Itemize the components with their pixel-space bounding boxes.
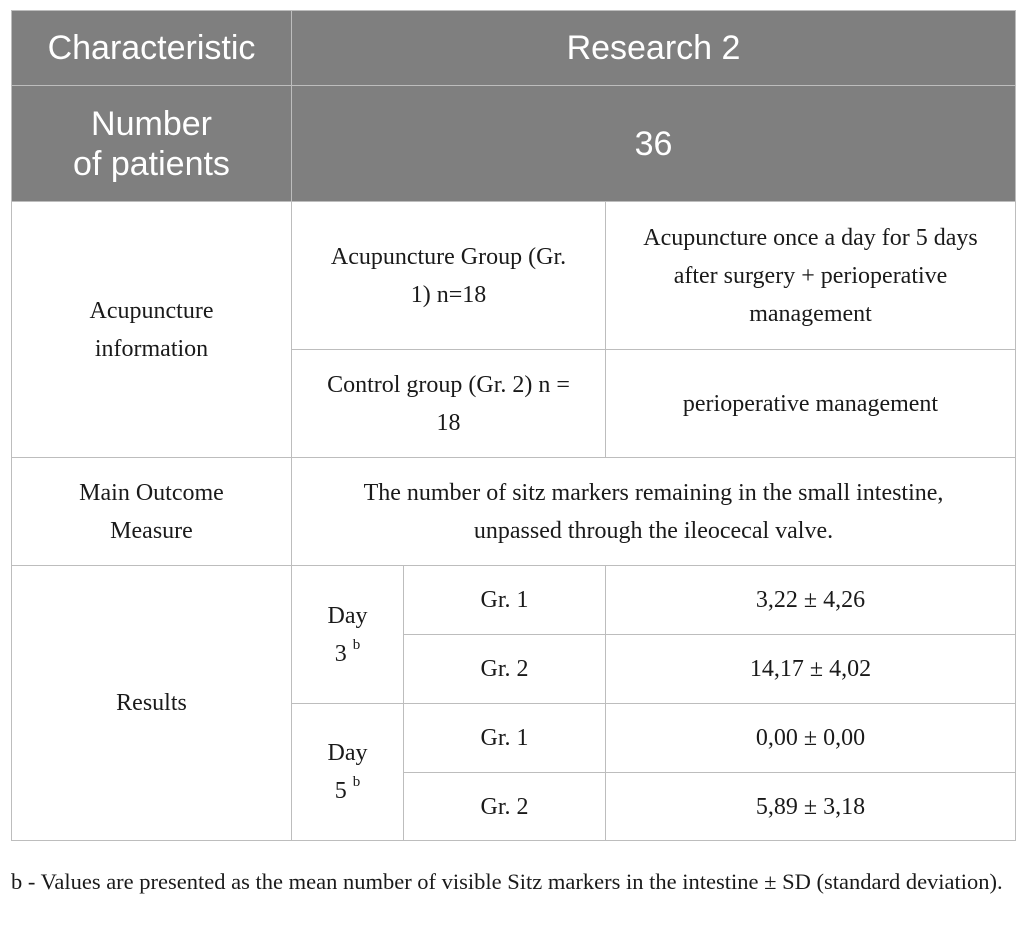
group-2-name: Control group (Gr. 2) n = 18 bbox=[292, 350, 606, 458]
day-3-label bbox=[292, 566, 404, 704]
main-outcome-value: The number of sitz markers remaining in the small intestine, unpassed through the ileocecal valve. bbox=[292, 458, 1016, 566]
main-outcome-label: Main Outcome Measure bbox=[12, 458, 292, 566]
table-footnote: b - Values are presented as the mean number of visible Sitz markers in the intestine ± SD (standard deviation). bbox=[11, 869, 1003, 894]
day-3-group-1: Gr. 1 bbox=[404, 566, 606, 635]
day-3-number: 3 $^b$ bbox=[334, 636, 361, 667]
day-3-word: Day bbox=[327, 602, 368, 629]
day-5-word: Day bbox=[327, 740, 368, 766]
group-1-name: Acupuncture Group (Gr. 1) n=18 bbox=[292, 202, 606, 350]
results-row bbox=[12, 566, 1016, 635]
day-3-group-2: Gr. 2 bbox=[404, 635, 606, 704]
day-3-group-2-value: 14,17 ± 4,02 bbox=[606, 635, 1016, 704]
header-characteristic: Characteristic bbox=[12, 11, 292, 86]
group-1-description: Acupuncture once a day for 5 days after surgery + perioperative management bbox=[606, 202, 1016, 350]
day-3-group-1-value: 3,22 ± 4,26 bbox=[606, 566, 1016, 635]
acupuncture-group-row bbox=[12, 202, 1016, 350]
day-5-footnote-marker: b bbox=[352, 774, 361, 790]
day-3-footnote-marker: b bbox=[352, 636, 361, 653]
day-5-group-2-value: 5,89 ± 3,18 bbox=[606, 773, 1016, 841]
main-outcome-row bbox=[12, 458, 1016, 566]
day-5-group-1: Gr. 1 bbox=[404, 704, 606, 773]
acupuncture-info-label: Acupuncture information bbox=[12, 202, 292, 458]
patients-label bbox=[12, 86, 292, 202]
day-5-number: 5 $^b$ bbox=[334, 774, 361, 804]
study-characteristics-table bbox=[11, 10, 1016, 841]
day-5-group-1-value: 0,00 ± 0,00 bbox=[606, 704, 1016, 773]
header-research: Research 2 bbox=[292, 11, 1016, 86]
group-2-description: perioperative management bbox=[606, 350, 1016, 458]
day-5-label bbox=[292, 704, 404, 841]
patients-value: 36 bbox=[292, 86, 1016, 202]
patients-row bbox=[12, 86, 1016, 202]
patients-label-line1: Number bbox=[91, 104, 212, 143]
patients-label-line2: of patients bbox=[73, 144, 230, 183]
day-5-group-2: Gr. 2 bbox=[404, 773, 606, 841]
header-row bbox=[12, 11, 1016, 86]
results-label: Results bbox=[12, 566, 292, 841]
